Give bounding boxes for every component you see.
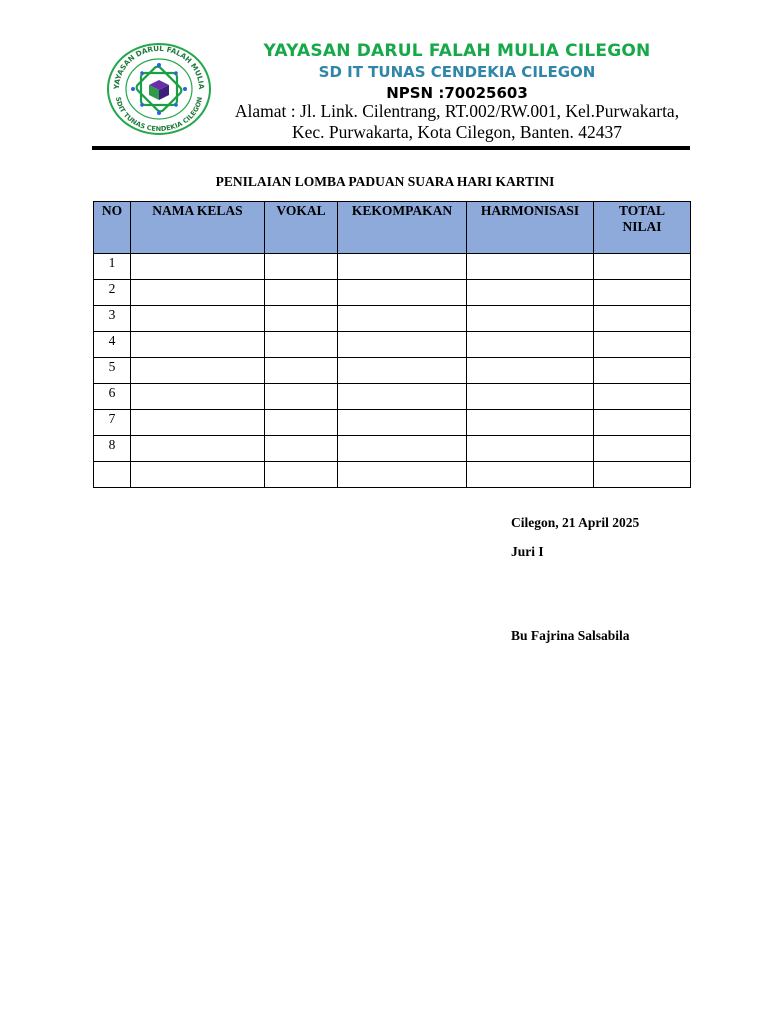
col-header-no: NO	[94, 202, 131, 254]
cohesion-cell	[338, 384, 467, 410]
school-name: SD IT TUNAS CENDEKIA CILEGON	[318, 63, 596, 81]
col-header-cohesion: KEKOMPAKAN	[338, 202, 467, 254]
cohesion-cell	[338, 410, 467, 436]
harmony-cell	[467, 280, 594, 306]
harmony-cell	[467, 462, 594, 488]
col-header-vocal: VOKAL	[265, 202, 338, 254]
harmony-cell	[467, 254, 594, 280]
class-name-cell	[131, 410, 265, 436]
address-line-1: Alamat : Jl. Link. Cilentrang, RT.002/RW.001, Kel.Purwakarta,	[234, 101, 680, 121]
logo-ring-text-top: YAYASAN DARUL FALAH MULIA	[111, 43, 207, 90]
table-row	[94, 332, 691, 358]
vocal-cell	[265, 254, 338, 280]
cohesion-cell	[338, 280, 467, 306]
document-title: PENILAIAN LOMBA PADUAN SUARA HARI KARTINI	[215, 174, 555, 189]
table-row	[94, 306, 691, 332]
row-number: 8	[94, 436, 131, 462]
cohesion-cell	[338, 358, 467, 384]
harmony-cell	[467, 410, 594, 436]
harmony-cell	[467, 436, 594, 462]
table-row	[94, 358, 691, 384]
logo-dot	[174, 103, 178, 107]
logo-dot	[157, 111, 161, 115]
col-header-total-score: TOTAL NILAI	[594, 202, 691, 254]
vocal-cell	[265, 280, 338, 306]
vocal-cell	[265, 436, 338, 462]
table-header-row	[94, 202, 691, 254]
logo-cube-icon	[149, 80, 169, 100]
total-cell	[594, 332, 691, 358]
total-cell	[594, 436, 691, 462]
scoring-table	[93, 201, 691, 488]
vocal-cell	[265, 410, 338, 436]
address-line-2: Kec. Purwakarta, Kota Cilegon, Banten. 42437	[292, 122, 622, 142]
cohesion-cell	[338, 332, 467, 358]
harmony-cell	[467, 358, 594, 384]
class-name-cell	[131, 384, 265, 410]
table-row	[94, 280, 691, 306]
table-row	[94, 436, 691, 462]
logo-dot	[140, 71, 144, 75]
foundation-name: YAYASAN DARUL FALAH MULIA CILEGON	[263, 41, 651, 61]
vocal-cell	[265, 462, 338, 488]
header-divider	[92, 146, 690, 150]
logo-dot	[174, 71, 178, 75]
harmony-cell	[467, 332, 594, 358]
table-row	[94, 462, 691, 488]
vocal-cell	[265, 358, 338, 384]
class-name-cell	[131, 332, 265, 358]
total-cell	[594, 462, 691, 488]
logo-dot	[183, 87, 187, 91]
cohesion-cell	[338, 254, 467, 280]
row-number: 4	[94, 332, 131, 358]
npsn-number: NPSN :70025603	[386, 84, 528, 102]
cohesion-cell	[338, 306, 467, 332]
vocal-cell	[265, 384, 338, 410]
signature-name: Bu Fajrina Salsabila	[511, 628, 630, 643]
logo-dot	[140, 103, 144, 107]
row-number: 2	[94, 280, 131, 306]
harmony-cell	[467, 306, 594, 332]
row-number: 5	[94, 358, 131, 384]
total-cell	[594, 410, 691, 436]
vocal-cell	[265, 332, 338, 358]
school-address	[214, 101, 700, 143]
total-cell	[594, 306, 691, 332]
class-name-cell	[131, 306, 265, 332]
class-name-cell	[131, 280, 265, 306]
logo-dot	[131, 87, 135, 91]
row-number: 7	[94, 410, 131, 436]
harmony-cell	[467, 384, 594, 410]
row-number	[94, 462, 131, 488]
row-number: 3	[94, 306, 131, 332]
total-cell	[594, 254, 691, 280]
class-name-cell	[131, 436, 265, 462]
table-row	[94, 254, 691, 280]
total-cell	[594, 280, 691, 306]
cohesion-cell	[338, 462, 467, 488]
table-row	[94, 384, 691, 410]
school-logo	[106, 43, 212, 135]
col-header-harmony: HARMONISASI	[467, 202, 594, 254]
signature-place-date: Cilegon, 21 April 2025	[511, 515, 640, 530]
total-cell	[594, 358, 691, 384]
signature-role: Juri I	[511, 544, 544, 559]
class-name-cell	[131, 358, 265, 384]
total-cell	[594, 384, 691, 410]
class-name-cell	[131, 462, 265, 488]
class-name-cell	[131, 254, 265, 280]
logo-dot	[157, 63, 161, 67]
row-number: 6	[94, 384, 131, 410]
logo-ring-text-bottom: SDIT TUNAS CENDEKIA CILEGON	[114, 96, 205, 134]
col-header-class-name: NAMA KELAS	[131, 202, 265, 254]
cohesion-cell	[338, 436, 467, 462]
table-row	[94, 410, 691, 436]
vocal-cell	[265, 306, 338, 332]
row-number: 1	[94, 254, 131, 280]
